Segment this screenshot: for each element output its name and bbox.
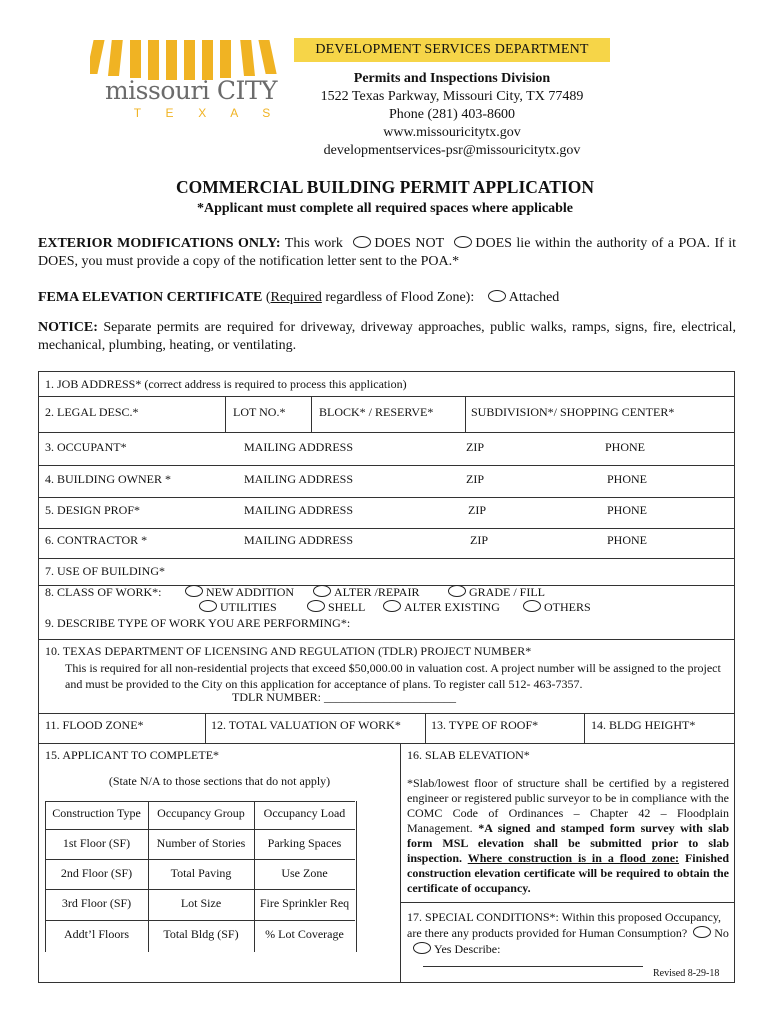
logo-subtitle: T E X A S	[133, 106, 277, 120]
slab-text-d: Finished construction elevation certificate will be required to obtain the certificate of occupancy.	[407, 851, 729, 895]
fema-label: FEMA ELEVATION CERTIFICATE	[38, 290, 263, 305]
occupant-field[interactable]: 3. OCCUPANT*	[45, 440, 127, 454]
tdlr-heading: 10. TEXAS DEPARTMENT OF LICENSING AND REGULATION (TDLR) PROJECT NUMBER*	[45, 644, 532, 658]
design-zip-field[interactable]: ZIP	[468, 503, 486, 517]
poa-text: POA. If it DOES, you must provide a copy of the notification letter sent to the POA.*	[38, 236, 737, 269]
number-of-stories-cell[interactable]: Number of Stories	[156, 836, 246, 850]
use-zone-cell[interactable]: Use Zone	[281, 866, 328, 880]
occupant-zip-field[interactable]: ZIP	[466, 440, 484, 454]
does-radio[interactable]	[454, 236, 472, 248]
block-reserve-field[interactable]: BLOCK* / RESERVE*	[319, 405, 434, 419]
contractor-field[interactable]: 6. CONTRACTOR *	[45, 533, 148, 547]
class-others[interactable]: OTHERS	[517, 600, 591, 615]
total-bldg-cell[interactable]: Total Bldg (SF)	[163, 927, 239, 941]
class-of-work-label: 8. CLASS OF WORK*:	[45, 585, 162, 599]
bldg-height-field[interactable]: 14. BLDG HEIGHT*	[591, 718, 696, 732]
subdivision-field[interactable]: SUBDIVISION*/ SHOPPING CENTER*	[471, 405, 675, 419]
slab-text-a: *Slab/lowest floor of structure shall be certified by a registered engineer or registered public surveyor to be in compliance with the COMC Code of Ordinances – Chapter 42 – Floodplain Management.	[407, 776, 729, 835]
permit-form	[38, 371, 735, 983]
does-label: DOES lie within the authority of a	[475, 236, 675, 251]
total-paving-cell[interactable]: Total Paving	[170, 866, 232, 880]
slab-text-b: *A signed and stamped form survey with slab form MSL elevation shall be submitted prior to slab inspection.	[407, 821, 729, 865]
total-valuation-field[interactable]: 12. TOTAL VALUATION OF WORK*	[211, 718, 401, 732]
legal-desc-field[interactable]: 2. LEGAL DESC.*	[45, 405, 139, 419]
additional-floors-cell[interactable]: Addt’l Floors	[63, 927, 129, 941]
class-utilities[interactable]: UTILITIES	[193, 600, 277, 615]
class-alter-existing[interactable]: ALTER EXISTING	[377, 600, 500, 615]
use-of-building-field[interactable]: 7. USE OF BUILDING*	[45, 564, 165, 578]
does-not-label: DOES NOT	[374, 236, 444, 251]
tdlr-number-field[interactable]: TDLR NUMBER: ______________________	[232, 690, 457, 704]
class-shell[interactable]: SHELL	[301, 600, 365, 615]
parking-spaces-cell[interactable]: Parking Spaces	[267, 836, 342, 850]
tdlr-note: This is required for all non-residential projects that exceed $50,000.00 in valuation cost. A project number will be assigned to the project and must be provided to the City on this application for acceptance of plans. To register call 512- 463-7357.	[65, 661, 721, 691]
contractor-phone-field[interactable]: PHONE	[607, 533, 648, 547]
office-address: 1522 Texas Parkway, Missouri City, TX 77489	[320, 89, 584, 104]
fema-paren: (	[265, 290, 271, 305]
special-conditions-text: 17. SPECIAL CONDITIONS*: Within this proposed Occupancy, are there any products provided for Human Consumption?	[407, 910, 722, 940]
owner-mailing-field[interactable]: MAILING ADDRESS	[244, 472, 354, 486]
applicant-grid	[45, 801, 355, 952]
does-not-radio[interactable]	[353, 236, 371, 248]
occupancy-group-cell[interactable]: Occupancy Group	[157, 806, 245, 820]
class-alter-repair[interactable]: ALTER /REPAIR	[307, 585, 419, 600]
occupant-phone-field[interactable]: PHONE	[605, 440, 646, 454]
class-grade-fill[interactable]: GRADE / FILL	[442, 585, 545, 600]
design-mailing-field[interactable]: MAILING ADDRESS	[244, 503, 354, 517]
flood-zone-field[interactable]: 11. FLOOD ZONE*	[45, 718, 144, 732]
fema-rest: regardless of Flood Zone):	[321, 290, 475, 305]
fire-sprinkler-cell[interactable]: Fire Sprinkler Req	[259, 896, 350, 910]
revised-date: Revised 8-29-18	[653, 968, 720, 979]
office-phone: Phone (281) 403-8600	[389, 107, 515, 122]
describe-line[interactable]	[423, 966, 643, 967]
special-yes-radio[interactable]	[413, 942, 431, 954]
website-link[interactable]: www.missouricitytx.gov	[383, 125, 521, 140]
slab-elevation-heading: 16. SLAB ELEVATION*	[407, 748, 530, 762]
fema-required: Required	[270, 290, 322, 305]
first-floor-cell[interactable]: 1st Floor (SF)	[62, 836, 131, 850]
occupant-mailing-field[interactable]: MAILING ADDRESS	[244, 440, 354, 454]
construction-type-cell[interactable]: Construction Type	[52, 806, 141, 820]
type-of-roof-field[interactable]: 13. TYPE OF ROOF*	[431, 718, 539, 732]
exterior-text: This work	[284, 236, 343, 251]
applicant-note: (State N/A to those sections that do not apply)	[108, 774, 331, 788]
exterior-modifications	[38, 235, 736, 271]
occupancy-load-cell[interactable]: Occupancy Load	[263, 806, 346, 820]
logo-name: missouri CITY	[104, 76, 278, 105]
fema-attached-radio[interactable]	[488, 290, 506, 302]
third-floor-cell[interactable]: 3rd Floor (SF)	[61, 896, 132, 910]
email-link[interactable]: developmentservices-psr@missouricitytx.gov	[323, 143, 581, 158]
fema-attached-label: Attached	[508, 290, 560, 305]
contractor-zip-field[interactable]: ZIP	[470, 533, 488, 547]
lot-no-field[interactable]: LOT NO.*	[233, 405, 286, 419]
contractor-mailing-field[interactable]: MAILING ADDRESS	[244, 533, 354, 547]
exterior-label: EXTERIOR MODIFICATIONS ONLY:	[38, 236, 281, 251]
division-name: Permits and Inspections Division	[353, 71, 551, 86]
notice	[38, 319, 736, 355]
notice-text: Separate permits are required for driveway, driveway approaches, public walks, ramps, signs, fire, electrical, mechanical, plumbing, heating, or ventilating.	[38, 320, 736, 353]
class-new-addition[interactable]: NEW ADDITION	[179, 585, 294, 600]
special-yes-label: Yes Describe:	[434, 942, 501, 956]
department-banner: DEVELOPMENT SERVICES DEPARTMENT	[294, 38, 610, 62]
lot-size-cell[interactable]: Lot Size	[180, 896, 222, 910]
owner-phone-field[interactable]: PHONE	[607, 472, 648, 486]
owner-zip-field[interactable]: ZIP	[466, 472, 484, 486]
second-floor-cell[interactable]: 2nd Floor (SF)	[60, 866, 133, 880]
design-prof-field[interactable]: 5. DESIGN PROF*	[45, 503, 141, 517]
missouri-city-logo	[90, 38, 290, 128]
notice-label: NOTICE:	[38, 320, 98, 335]
applicant-heading: 15. APPLICANT TO COMPLETE*	[45, 748, 220, 762]
slab-text-c: Where construction is in a flood zone:	[467, 851, 680, 865]
fema-line	[38, 289, 736, 307]
page-subtitle: *Applicant must complete all required spaces where applicable	[196, 201, 574, 216]
lot-coverage-cell[interactable]: % Lot Coverage	[265, 927, 344, 941]
building-owner-field[interactable]: 4. BUILDING OWNER *	[45, 472, 171, 486]
design-phone-field[interactable]: PHONE	[607, 503, 648, 517]
page-title: COMMERCIAL BUILDING PERMIT APPLICATION	[176, 177, 594, 197]
job-address-field[interactable]: 1. JOB ADDRESS* (correct address is required to process this application)	[45, 377, 407, 391]
slab-elevation-text	[407, 776, 729, 896]
special-no-label: No	[714, 926, 729, 940]
describe-work-field[interactable]: 9. DESCRIBE TYPE OF WORK YOU ARE PERFORMING*:	[45, 616, 351, 630]
special-conditions	[407, 909, 729, 957]
special-no-radio[interactable]	[693, 926, 711, 938]
